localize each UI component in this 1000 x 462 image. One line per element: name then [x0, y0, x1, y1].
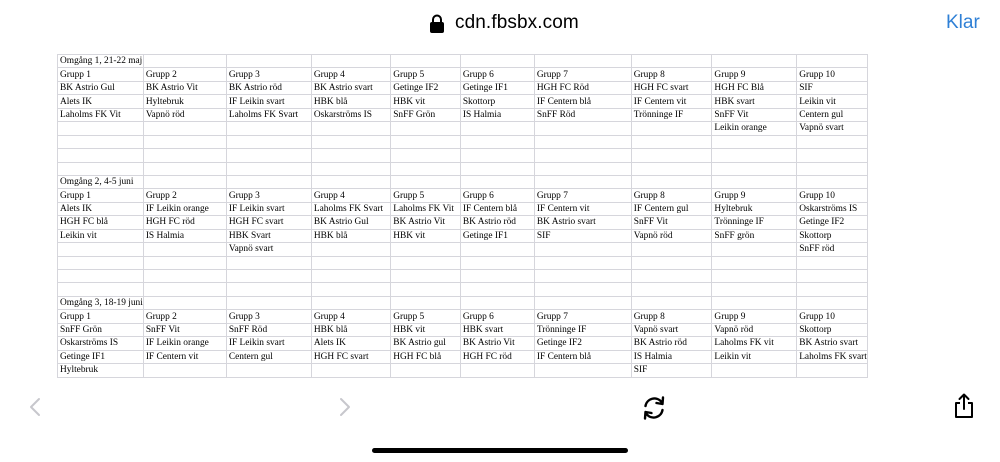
table-cell[interactable] — [143, 256, 226, 269]
table-cell[interactable] — [797, 296, 868, 309]
table-cell[interactable]: HBK blå — [311, 95, 390, 108]
table-cell[interactable] — [460, 149, 534, 162]
table-cell[interactable]: Grupp 8 — [631, 68, 712, 81]
table-cell[interactable] — [226, 175, 311, 188]
table-cell[interactable] — [226, 283, 311, 296]
table-cell[interactable]: Skottorp — [460, 95, 534, 108]
table-cell[interactable] — [391, 256, 461, 269]
table-cell[interactable] — [534, 243, 631, 256]
table-cell[interactable]: Oskarströms IS — [311, 108, 390, 121]
table-cell[interactable] — [460, 270, 534, 283]
table-cell[interactable]: Grupp 4 — [311, 189, 390, 202]
table-cell[interactable] — [143, 296, 226, 309]
table-cell[interactable] — [534, 364, 631, 377]
table-cell[interactable] — [58, 122, 144, 135]
table-cell[interactable]: Laholms FK Vit — [391, 202, 461, 215]
table-cell[interactable]: SnFF grön — [712, 229, 797, 242]
table-cell[interactable]: BK Astrio Vit — [391, 216, 461, 229]
table-cell[interactable] — [631, 55, 712, 68]
table-cell[interactable]: Getinge IF2 — [797, 216, 868, 229]
table-cell[interactable]: IF Centern vit — [143, 350, 226, 363]
table-cell[interactable] — [311, 149, 390, 162]
table-cell[interactable]: Grupp 6 — [460, 310, 534, 323]
table-cell[interactable]: Oskarströms IS — [58, 337, 144, 350]
table-cell[interactable]: Vapnö svart — [226, 243, 311, 256]
table-cell[interactable] — [631, 175, 712, 188]
table-cell[interactable] — [391, 149, 461, 162]
table-cell[interactable] — [534, 175, 631, 188]
table-cell[interactable]: Getinge IF1 — [58, 350, 144, 363]
table-cell[interactable]: SIF — [631, 364, 712, 377]
table-cell[interactable]: Vapnö röd — [631, 229, 712, 242]
table-cell[interactable]: Laholms FK Svart — [226, 108, 311, 121]
table-row — [58, 122, 868, 135]
reload-icon[interactable] — [641, 395, 667, 421]
table-cell[interactable] — [460, 283, 534, 296]
table-cell[interactable] — [797, 162, 868, 175]
table-row — [58, 270, 868, 283]
table-cell[interactable] — [797, 135, 868, 148]
table-row — [58, 149, 868, 162]
table-cell[interactable]: BK Astrio svart — [534, 216, 631, 229]
share-icon[interactable] — [953, 393, 975, 419]
table-cell[interactable]: IF Centern blå — [460, 202, 534, 215]
table-cell[interactable] — [226, 270, 311, 283]
table-row — [58, 256, 868, 269]
table-cell[interactable]: Grupp 4 — [311, 310, 390, 323]
table-cell[interactable]: SnFF Grön — [391, 108, 461, 121]
table-cell[interactable] — [631, 162, 712, 175]
table-cell[interactable]: HGH FC blå — [391, 350, 461, 363]
table-cell[interactable]: Grupp 10 — [797, 189, 868, 202]
table-cell[interactable]: BK Astrio svart — [311, 81, 390, 94]
table-cell[interactable] — [143, 364, 226, 377]
table-cell[interactable] — [311, 256, 390, 269]
table-row — [58, 108, 868, 121]
table-cell[interactable] — [631, 122, 712, 135]
table-cell[interactable]: Omgång 1, 21-22 maj — [58, 55, 144, 68]
table-cell[interactable] — [311, 175, 390, 188]
table-cell[interactable]: Trönninge IF — [534, 323, 631, 336]
table-cell[interactable]: Grupp 1 — [58, 310, 144, 323]
table-cell[interactable]: Trönninge IF — [712, 216, 797, 229]
table-cell[interactable]: IS Halmia — [631, 350, 712, 363]
table-cell[interactable] — [712, 364, 797, 377]
chevron-left-icon[interactable] — [28, 397, 42, 417]
table-cell[interactable]: HBK blå — [311, 229, 390, 242]
table-cell[interactable]: HGH FC blå — [58, 216, 144, 229]
table-cell[interactable] — [631, 296, 712, 309]
table-cell[interactable]: HBK blå — [311, 323, 390, 336]
table-cell[interactable] — [460, 162, 534, 175]
table-row — [58, 81, 868, 94]
table-cell[interactable] — [226, 256, 311, 269]
table-cell[interactable]: Grupp 1 — [58, 189, 144, 202]
table-cell[interactable] — [460, 55, 534, 68]
table-cell[interactable] — [712, 256, 797, 269]
table-cell[interactable]: IS Halmia — [460, 108, 534, 121]
table-cell[interactable]: IF Centern vit — [534, 202, 631, 215]
table-cell[interactable]: BK Astrio svart — [797, 337, 868, 350]
table-cell[interactable] — [226, 135, 311, 148]
table-cell[interactable]: HBK Svart — [226, 229, 311, 242]
table-cell[interactable]: IF Centern gul — [631, 202, 712, 215]
table-cell[interactable]: HGH FC röd — [460, 350, 534, 363]
table-cell[interactable] — [534, 135, 631, 148]
table-row — [58, 337, 868, 350]
table-cell[interactable]: IF Leikin orange — [143, 337, 226, 350]
table-cell[interactable]: Grupp 2 — [143, 68, 226, 81]
table-cell[interactable] — [391, 364, 461, 377]
table-cell[interactable] — [631, 270, 712, 283]
table-cell[interactable]: BK Astrio Vit — [143, 81, 226, 94]
table-cell[interactable] — [460, 122, 534, 135]
table-cell[interactable] — [460, 243, 534, 256]
table-cell[interactable] — [391, 55, 461, 68]
table-cell[interactable]: IF Centern vit — [631, 95, 712, 108]
table-cell[interactable]: Getinge IF2 — [391, 81, 461, 94]
table-cell[interactable]: Trönninge IF — [631, 108, 712, 121]
table-cell[interactable] — [311, 364, 390, 377]
table-cell[interactable]: SnFF röd — [797, 243, 868, 256]
table-cell[interactable]: HGH FC Blå — [712, 81, 797, 94]
table-cell[interactable]: SnFF Vit — [143, 323, 226, 336]
table-cell[interactable]: Grupp 3 — [226, 310, 311, 323]
table-row — [58, 95, 868, 108]
table-cell[interactable]: Oskarströms IS — [797, 202, 868, 215]
table-cell[interactable]: Grupp 10 — [797, 310, 868, 323]
table-cell[interactable]: HGH FC svart — [226, 216, 311, 229]
table-cell[interactable]: Leikin vit — [797, 95, 868, 108]
table-cell[interactable]: Getinge IF1 — [460, 81, 534, 94]
table-cell[interactable]: HGH FC svart — [631, 81, 712, 94]
table-cell[interactable]: Hyltebruk — [58, 364, 144, 377]
table-cell[interactable]: BK Astrio Vit — [460, 337, 534, 350]
table-cell[interactable] — [797, 256, 868, 269]
table-cell[interactable] — [631, 243, 712, 256]
table-cell[interactable] — [143, 243, 226, 256]
table-row — [58, 296, 868, 309]
table-cell[interactable]: Leikin orange — [712, 122, 797, 135]
table-cell[interactable] — [58, 256, 144, 269]
table-cell[interactable] — [631, 283, 712, 296]
table-cell[interactable]: Skottorp — [797, 323, 868, 336]
table-cell[interactable] — [143, 149, 226, 162]
table-cell[interactable] — [797, 283, 868, 296]
table-row — [58, 55, 868, 68]
table-cell[interactable] — [534, 162, 631, 175]
home-indicator[interactable] — [372, 448, 628, 453]
table-cell[interactable] — [460, 364, 534, 377]
table-cell[interactable]: Grupp 9 — [712, 189, 797, 202]
table-cell[interactable] — [534, 122, 631, 135]
table-cell[interactable]: SIF — [534, 229, 631, 242]
table-cell[interactable]: Omgång 3, 18-19 juni — [58, 296, 144, 309]
table-cell[interactable]: HBK vit — [391, 95, 461, 108]
table-row — [58, 135, 868, 148]
table-cell[interactable]: SnFF Grön — [58, 323, 144, 336]
table-cell[interactable]: Grupp 3 — [226, 68, 311, 81]
table-row — [58, 243, 868, 256]
table-row — [58, 310, 868, 323]
table-cell[interactable] — [311, 283, 390, 296]
table-cell[interactable]: IF Centern blå — [534, 350, 631, 363]
address-bar — [0, 0, 1000, 50]
table-cell[interactable]: Getinge IF1 — [460, 229, 534, 242]
lock-icon — [429, 14, 445, 34]
table-cell[interactable]: BK Astrio röd — [631, 337, 712, 350]
table-cell[interactable] — [797, 364, 868, 377]
table-cell[interactable] — [391, 122, 461, 135]
table-cell[interactable]: BK Astrio Gul — [58, 81, 144, 94]
table-cell[interactable] — [226, 162, 311, 175]
table-cell[interactable]: Omgång 2, 4-5 juni — [58, 175, 144, 188]
table-cell[interactable]: Alets IK — [311, 337, 390, 350]
chevron-right-icon[interactable] — [338, 397, 352, 417]
table-cell[interactable]: Vapnö röd — [143, 108, 226, 121]
table-cell[interactable]: IF Leikin svart — [226, 337, 311, 350]
table-cell[interactable]: Grupp 8 — [631, 189, 712, 202]
table-cell[interactable] — [534, 270, 631, 283]
bottom-toolbar — [0, 390, 1000, 430]
table-cell[interactable] — [226, 122, 311, 135]
table-cell[interactable]: HBK vit — [391, 323, 461, 336]
schedule-table — [57, 54, 868, 378]
table-cell[interactable]: Grupp 5 — [391, 68, 461, 81]
table-cell[interactable]: Grupp 5 — [391, 310, 461, 323]
table-row — [58, 175, 868, 188]
table-cell[interactable] — [143, 122, 226, 135]
table-cell[interactable] — [797, 175, 868, 188]
table-row — [58, 202, 868, 215]
table-cell[interactable]: BK Astrio Gul — [311, 216, 390, 229]
table-row — [58, 350, 868, 363]
table-cell[interactable] — [712, 162, 797, 175]
table-cell[interactable] — [534, 283, 631, 296]
table-cell[interactable]: IF Centern blå — [534, 95, 631, 108]
table-cell[interactable]: SnFF Röd — [534, 108, 631, 121]
table-cell[interactable] — [712, 283, 797, 296]
table-cell[interactable] — [631, 256, 712, 269]
table-cell[interactable] — [391, 162, 461, 175]
table-cell[interactable]: SnFF Vit — [631, 216, 712, 229]
table-cell[interactable] — [460, 296, 534, 309]
table-cell[interactable] — [712, 55, 797, 68]
table-cell[interactable] — [391, 243, 461, 256]
table-cell[interactable] — [58, 135, 144, 148]
table-cell[interactable] — [712, 243, 797, 256]
table-cell[interactable]: Vapnö svart — [797, 122, 868, 135]
table-cell[interactable] — [712, 135, 797, 148]
table-cell[interactable]: Grupp 6 — [460, 189, 534, 202]
table-cell[interactable] — [391, 175, 461, 188]
table-row — [58, 364, 868, 377]
table-cell[interactable] — [226, 55, 311, 68]
table-cell[interactable]: HGH FC svart — [311, 350, 390, 363]
table-cell[interactable]: Hyltebruk — [143, 95, 226, 108]
table-cell[interactable] — [311, 135, 390, 148]
table-cell[interactable]: Skottorp — [797, 229, 868, 242]
table-cell[interactable]: Leikin vit — [712, 350, 797, 363]
table-cell[interactable]: BK Astrio gul — [391, 337, 461, 350]
table-cell[interactable] — [391, 135, 461, 148]
table-cell[interactable]: Laholms FK svart — [797, 350, 868, 363]
table-row — [58, 283, 868, 296]
table-cell[interactable] — [712, 270, 797, 283]
table-cell[interactable] — [391, 283, 461, 296]
table-cell[interactable]: IS Halmia — [143, 229, 226, 242]
table-cell[interactable]: Laholms FK Vit — [58, 108, 144, 121]
table-cell[interactable] — [797, 270, 868, 283]
table-cell[interactable] — [58, 149, 144, 162]
table-cell[interactable]: IF Leikin orange — [143, 202, 226, 215]
table-cell[interactable] — [143, 135, 226, 148]
table-cell[interactable] — [534, 296, 631, 309]
table-cell[interactable] — [226, 364, 311, 377]
table-cell[interactable]: HBK vit — [391, 229, 461, 242]
table-cell[interactable]: Vapnö svart — [631, 323, 712, 336]
table-cell[interactable] — [311, 243, 390, 256]
table-cell[interactable] — [797, 149, 868, 162]
table-cell[interactable]: Leikin vit — [58, 229, 144, 242]
table-cell[interactable]: SnFF Röd — [226, 323, 311, 336]
table-cell[interactable] — [712, 296, 797, 309]
table-cell[interactable]: Grupp 7 — [534, 189, 631, 202]
table-cell[interactable]: Grupp 7 — [534, 68, 631, 81]
table-cell[interactable]: Grupp 6 — [460, 68, 534, 81]
table-cell[interactable] — [143, 162, 226, 175]
table-cell[interactable] — [58, 162, 144, 175]
table-cell[interactable] — [311, 162, 390, 175]
table-cell[interactable] — [226, 149, 311, 162]
table-cell[interactable]: HBK svart — [712, 95, 797, 108]
table-cell[interactable]: Grupp 8 — [631, 310, 712, 323]
table-cell[interactable] — [797, 55, 868, 68]
table-cell[interactable]: Centern gul — [226, 350, 311, 363]
table-cell[interactable] — [460, 256, 534, 269]
table-cell[interactable]: HGH FC Röd — [534, 81, 631, 94]
table-cell[interactable]: SIF — [797, 81, 868, 94]
table-cell[interactable] — [58, 243, 144, 256]
table-cell[interactable] — [58, 283, 144, 296]
table-cell[interactable]: Laholms FK vit — [712, 337, 797, 350]
table-cell[interactable] — [631, 149, 712, 162]
table-cell[interactable]: IF Leikin svart — [226, 202, 311, 215]
table-cell[interactable]: Grupp 9 — [712, 310, 797, 323]
table-cell[interactable]: Grupp 2 — [143, 189, 226, 202]
table-cell[interactable] — [391, 296, 461, 309]
table-row — [58, 216, 868, 229]
table-cell[interactable] — [311, 270, 390, 283]
done-button[interactable]: Klar — [946, 12, 980, 33]
table-cell[interactable]: HBK svart — [460, 323, 534, 336]
table-cell[interactable] — [712, 149, 797, 162]
table-cell[interactable] — [143, 270, 226, 283]
table-row — [58, 189, 868, 202]
table-cell[interactable]: Grupp 5 — [391, 189, 461, 202]
table-cell[interactable]: Grupp 3 — [226, 189, 311, 202]
table-cell[interactable]: Vapnö röd — [712, 323, 797, 336]
url-text[interactable]: cdn.fbsbx.com — [455, 12, 579, 33]
table-cell[interactable]: Grupp 10 — [797, 68, 868, 81]
table-cell[interactable] — [311, 296, 390, 309]
table-cell[interactable]: Alets IK — [58, 202, 144, 215]
table-cell[interactable]: Laholms FK Svart — [311, 202, 390, 215]
table-row — [58, 229, 868, 242]
table-cell[interactable]: IF Leikin svart — [226, 95, 311, 108]
table-cell[interactable] — [58, 270, 144, 283]
table-cell[interactable] — [534, 149, 631, 162]
table-cell[interactable]: BK Astrio röd — [226, 81, 311, 94]
table-cell[interactable] — [311, 122, 390, 135]
table-cell[interactable]: Grupp 9 — [712, 68, 797, 81]
table-cell[interactable] — [143, 55, 226, 68]
table-cell[interactable] — [460, 135, 534, 148]
table-cell[interactable] — [712, 175, 797, 188]
table-cell[interactable]: SnFF Vit — [712, 108, 797, 121]
table-cell[interactable] — [460, 175, 534, 188]
table-cell[interactable]: Grupp 7 — [534, 310, 631, 323]
table-cell[interactable]: Getinge IF2 — [534, 337, 631, 350]
table-cell[interactable]: Hyltebruk — [712, 202, 797, 215]
table-cell[interactable] — [226, 296, 311, 309]
table-cell[interactable] — [311, 55, 390, 68]
table-cell[interactable] — [534, 55, 631, 68]
table-cell[interactable]: Alets IK — [58, 95, 144, 108]
table-cell[interactable]: Grupp 1 — [58, 68, 144, 81]
table-cell[interactable]: Centern gul — [797, 108, 868, 121]
table-cell[interactable]: HGH FC röd — [143, 216, 226, 229]
table-row — [58, 323, 868, 336]
table-cell[interactable]: BK Astrio röd — [460, 216, 534, 229]
table-cell[interactable] — [631, 135, 712, 148]
table-row — [58, 68, 868, 81]
table-cell[interactable]: Grupp 4 — [311, 68, 390, 81]
table-row — [58, 162, 868, 175]
table-cell[interactable] — [391, 270, 461, 283]
table-cell[interactable] — [534, 256, 631, 269]
table-cell[interactable]: Grupp 2 — [143, 310, 226, 323]
table-cell[interactable] — [143, 175, 226, 188]
spreadsheet-view[interactable] — [57, 54, 868, 378]
table-cell[interactable] — [143, 283, 226, 296]
